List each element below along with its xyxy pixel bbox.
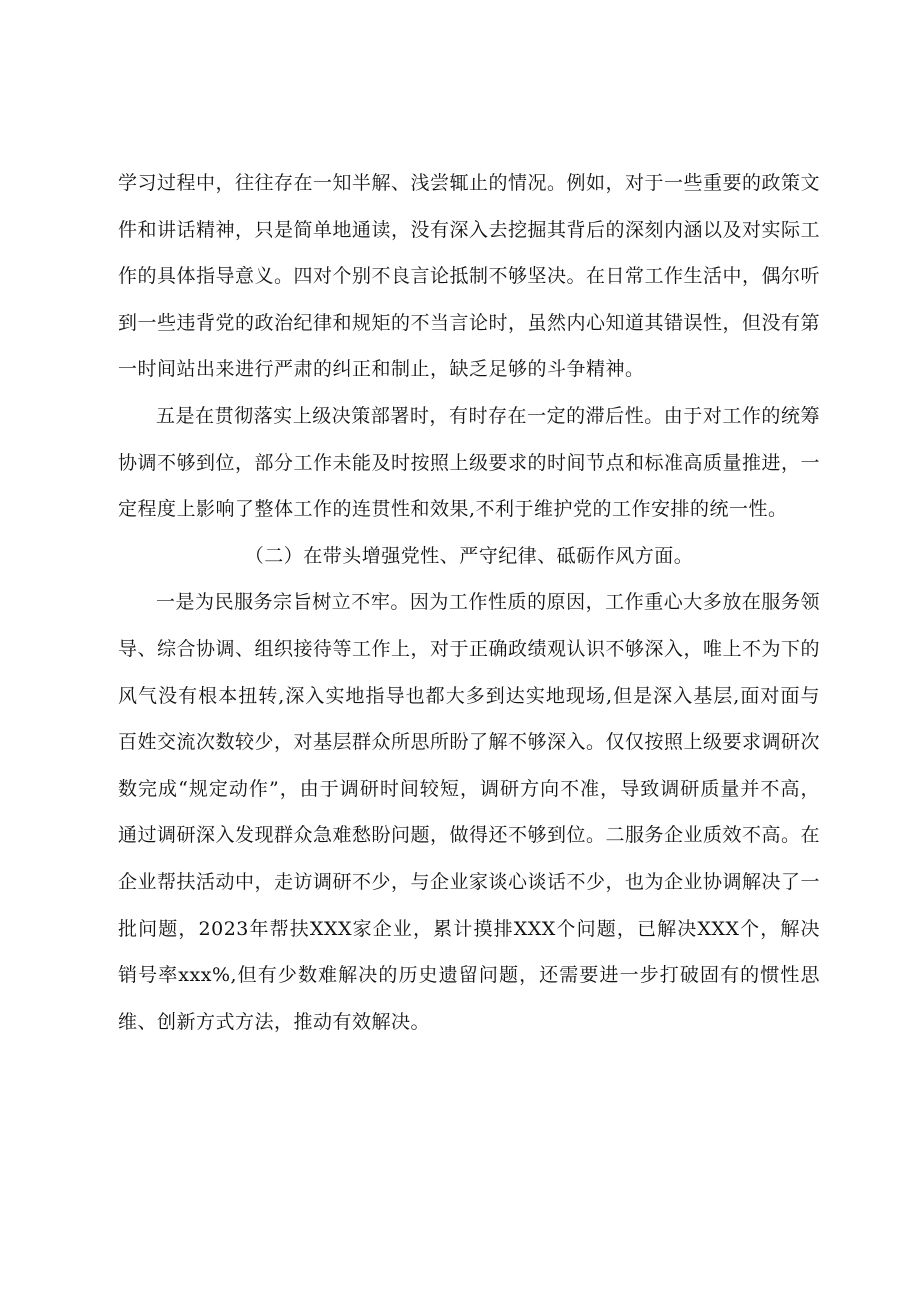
- paragraph-continuation: 学习过程中，往往存在一知半解、浅尝辄止的情况。例如，对于一些重要的政策文件和讲话精神，只是简单地通读，没有深入去挖掘其背后的深刻内涵以及对实际工作的具体指导意义。四对个别不良言论抵制不够坚决。在日常工作生活中，偶尔听到一些违背党的政治纪律和规矩的不当言论时，虽然内心知道其错误性，但没有第一时间站出来进行严肃的纠正和制止，缺乏足够的斗争精神。: [118, 172, 821, 381]
- paragraph-item-five: 五是在贯彻落实上级决策部署时，有时存在一定的滞后性。由于对工作的统筹协调不够到位，部分工作未能及时按照上级要求的时间节点和标准高质量推进，一定程度上影响了整体工作的连贯性和效果,不利于维护党的工作安排的统一性。: [118, 404, 821, 521]
- paragraph-item-one: 一是为民服务宗旨树立不牢。因为工作性质的原因，工作重心大多放在服务领导、综合协调、组织接待等工作上，对于正确政绩观认识不够深入，唯上不为下的风气没有根本扭转,深入实地指导也都大多到达实地现场,但是深入基层,面对面与百姓交流次数较少，对基层群众所思所盼了解不够深入。仅仅按照上级要求调研次数完成“规定动作”，由于调研时间较短，调研方向不准，导致调研质量并不高，通过调研深入发现群众急难愁盼问题，做得还不够到位。二服务企业质效不高。在企业帮扶活动中，走访调研不少，与企业家谈心谈话不少，也为企业协调解决了一批问题，2023年帮扶XXX家企业，累计摸排XXX个问题，已解决XXX个，解决销号率xxx%,但有少数难解决的历史遗留问题，还需要进一步打破固有的惯性思维、创新方式方法，推动有效解决。: [118, 591, 821, 1033]
- document-body: [118, 160, 820, 1045]
- section-heading: （二）在带头增强党性、严守纪律、砥砺作风方面。: [244, 544, 694, 567]
